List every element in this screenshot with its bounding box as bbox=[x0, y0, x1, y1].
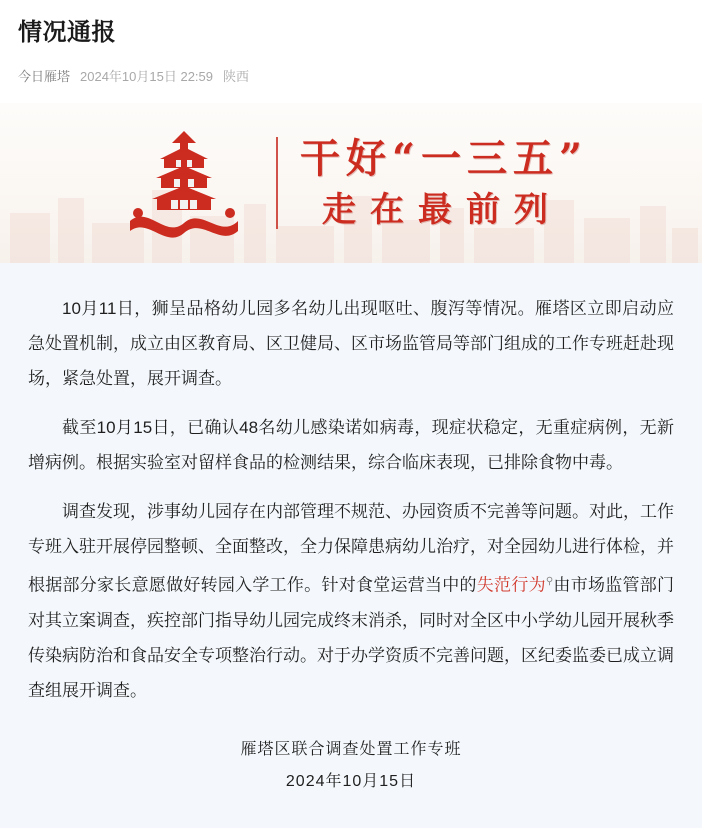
paragraph-1: 10月11日，狮呈品格幼儿园多名幼儿出现呕吐、腹泻等情况。雁塔区立即启动应急处置机制，成立由区教育局、区卫健局、区市场监管局等部门组成的工作专班赶赴现场，紧急处置，展开调查。 bbox=[28, 299, 674, 388]
signature-date: 2024年10月15日 bbox=[285, 772, 417, 790]
paragraph-3-part-2: 由市场监管部门对其立案调查，疾控部门指导幼儿园完成终末消杀，同时对全区中小学幼儿园开展秋季传染病防治和食品安全专项整治行动。对于办学资质不完善问题，区纪委监委已成立调查组展开调查。 bbox=[28, 575, 675, 700]
paragraph-3 bbox=[28, 494, 674, 708]
paragraph-2: 截至10月15日，已确认48名幼儿感染诺如病毒，现症状稳定，无重症病例，无新增病例。根据实验室对留样食品的检测结果，综合临床表现，已排除食物中毒。 bbox=[28, 418, 674, 472]
paragraph-3-part-1: 调查发现，涉事幼儿园存在内部管理不规范、办园资质不完善等问题。对此，工作专班入驻开展停园整顿、全面整改，全力保障患病幼儿治疗，对全园幼儿进行体检，并根据部分家长意愿做好转园入学工作。针对食堂运营当中的 bbox=[28, 502, 674, 595]
pagoda-logo-graphic bbox=[114, 123, 254, 243]
banner-divider bbox=[276, 137, 278, 229]
banner-content bbox=[0, 103, 702, 263]
banner-image bbox=[0, 103, 702, 263]
article-header bbox=[0, 0, 702, 85]
search-marker-icon: ⚲ bbox=[545, 576, 554, 587]
pagoda-logo-icon bbox=[114, 123, 254, 243]
signature-block bbox=[28, 734, 674, 798]
meta-source: 今日雁塔 bbox=[18, 69, 71, 84]
signature-unit: 雁塔区联合调查处置工作专班 bbox=[240, 740, 462, 758]
slogan-line-2: 走在最前列 bbox=[321, 190, 562, 230]
paragraph-3-highlight: 失范行为 bbox=[476, 575, 546, 595]
meta-datetime: 2024年10月15日 22:59 bbox=[80, 69, 213, 84]
article-meta bbox=[18, 66, 684, 85]
slogan-line-1: 干好“一三五” bbox=[299, 135, 588, 182]
page-title: 情况通报 bbox=[18, 19, 116, 46]
meta-location: 陕西 bbox=[223, 69, 250, 84]
article-body bbox=[0, 263, 702, 828]
banner-slogan bbox=[300, 136, 588, 230]
